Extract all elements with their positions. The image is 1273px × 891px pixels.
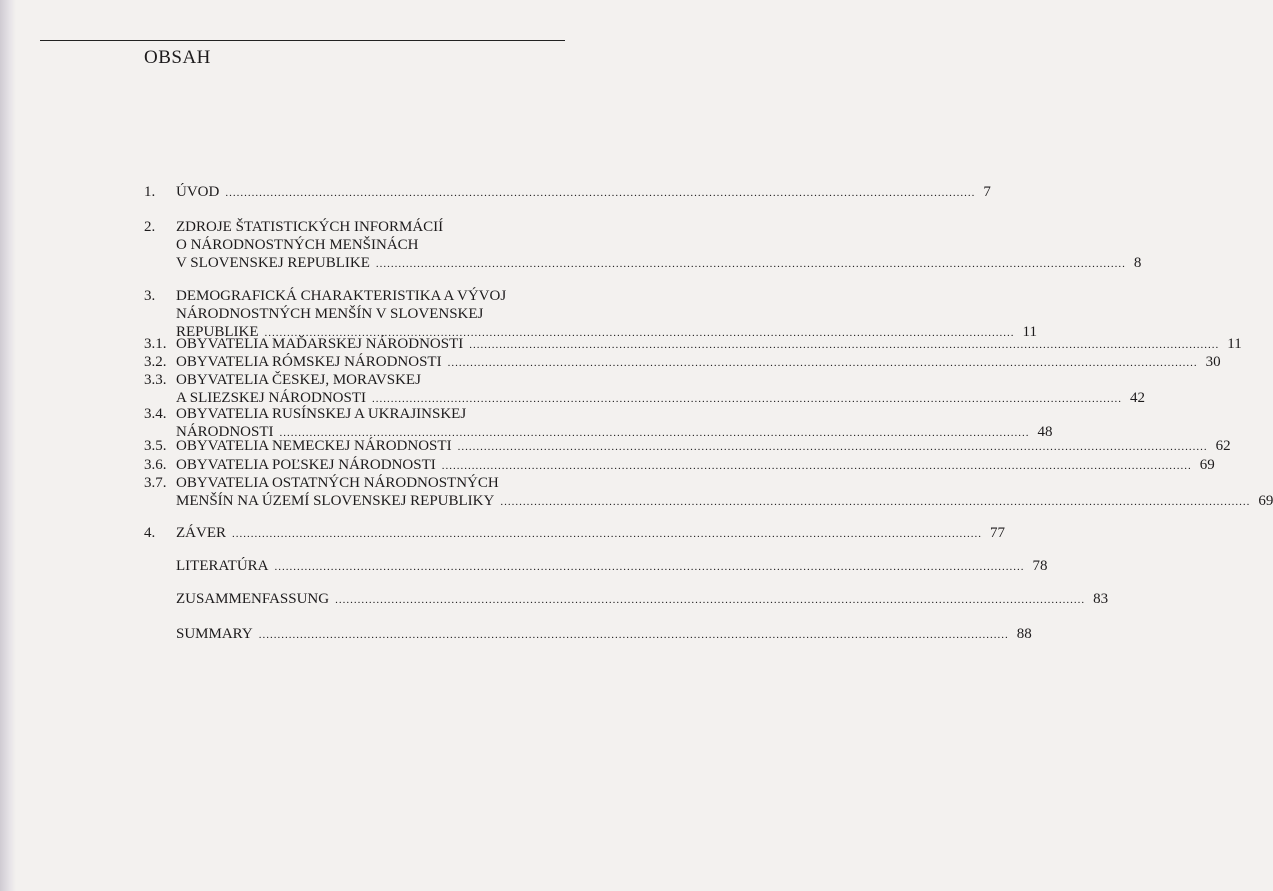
toc-page-number: 42: [1130, 390, 1146, 406]
toc-label: REPUBLIKE: [176, 324, 259, 340]
toc-line: [144, 305, 558, 323]
toc-line: [144, 474, 558, 492]
toc-number: 3.3.: [144, 372, 167, 388]
toc-line: [144, 456, 1215, 474]
toc-page-number: 11: [1022, 324, 1037, 340]
toc-label: NÁRODNOSTI: [176, 424, 274, 440]
toc-label: SUMMARY: [176, 626, 253, 642]
toc-entry: [144, 287, 1037, 341]
toc-dot-leader: ........................................................................................................................................................................................................: [500, 496, 1251, 508]
toc-dot-leader: ........................................................................................................................................................................................................: [225, 187, 976, 199]
toc-leader-line: [176, 557, 1048, 576]
toc-page-number: 11: [1227, 336, 1242, 352]
toc-leader-line: [176, 437, 1231, 456]
toc-label: OBYVATELIA RUSÍNSKEJ A UKRAJINSKEJ: [176, 406, 467, 422]
toc-leader-line: [176, 625, 1032, 644]
toc-line: [144, 287, 558, 305]
header-rule: [40, 40, 565, 41]
toc-leader-line: [176, 183, 991, 202]
toc-label: OBYVATELIA MAĎARSKEJ NÁRODNOSTI: [176, 336, 464, 352]
toc-entry: [144, 335, 1242, 353]
toc-leader-line: [176, 590, 1109, 609]
toc-label: A SLIEZSKEJ NÁRODNOSTI: [176, 390, 367, 406]
toc-entry: [144, 557, 1048, 575]
toc-page-number: 8: [1133, 255, 1142, 271]
toc-page-number: 69: [1258, 493, 1273, 509]
toc-line: [144, 492, 1273, 510]
toc-number: 3.4.: [144, 406, 167, 422]
toc-number: 3.1.: [144, 336, 167, 352]
toc-number: 3.5.: [144, 438, 167, 454]
toc-label: O NÁRODNOSTNÝCH MENŠINÁCH: [176, 237, 419, 253]
toc-page-number: 83: [1093, 591, 1109, 607]
toc-page-number: 88: [1016, 626, 1032, 642]
toc-dot-leader: ........................................................................................................................................................................................................: [232, 528, 982, 540]
toc-leader-line: [176, 353, 1221, 372]
toc-dot-leader: ........................................................................................................................................................................................................: [457, 441, 1208, 453]
toc-number: 1.: [144, 184, 156, 200]
toc-entry: [144, 590, 1109, 608]
toc-label: OBYVATELIA OSTATNÝCH NÁRODNOSTNÝCH: [176, 475, 499, 491]
toc-label: MENŠÍN NA ÚZEMÍ SLOVENSKEJ REPUBLIKY: [176, 493, 495, 509]
toc-dot-leader: ........................................................................................................................................................................................................: [375, 258, 1126, 270]
toc-leader-line: [176, 254, 1142, 273]
toc-label: LITERATÚRA: [176, 558, 269, 574]
toc-dot-leader: ........................................................................................................................................................................................................: [258, 629, 1009, 641]
toc-entry: [144, 456, 1215, 474]
toc-line: [144, 236, 558, 254]
toc-line: [144, 524, 1005, 542]
toc-entry: [144, 183, 991, 201]
toc-dot-leader: ........................................................................................................................................................................................................: [274, 561, 1025, 573]
page-title: OBSAH: [144, 47, 211, 68]
toc-line: [144, 405, 558, 423]
toc-entry: [144, 353, 1221, 371]
toc-leader-line: [176, 492, 1273, 511]
toc-label: OBYVATELIA POĽSKEJ NÁRODNOSTI: [176, 457, 436, 473]
toc-page-number: 78: [1032, 558, 1048, 574]
toc-leader-line: [176, 456, 1215, 475]
toc-label: ZDROJE ŠTATISTICKÝCH INFORMÁCIÍ: [176, 219, 444, 235]
toc-dot-leader: ........................................................................................................................................................................................................: [335, 594, 1086, 606]
toc-dot-leader: ........................................................................................................................................................................................................: [372, 393, 1123, 405]
toc-line: [144, 437, 1231, 455]
toc-dot-leader: ........................................................................................................................................................................................................: [279, 427, 1030, 439]
toc-entry: [144, 437, 1231, 455]
toc-page-number: 69: [1199, 457, 1215, 473]
toc-line: [144, 557, 1048, 575]
toc-label: ZÁVER: [176, 525, 226, 541]
toc-leader-line: [176, 524, 1005, 543]
toc-label: ZUSAMMENFASSUNG: [176, 591, 330, 607]
toc-label: ÚVOD: [176, 184, 220, 200]
toc-leader-line: [176, 335, 1242, 354]
toc-entry: [144, 474, 1273, 510]
toc-line: [144, 183, 991, 201]
toc-label: DEMOGRAFICKÁ CHARAKTERISTIKA A VÝVOJ: [176, 288, 507, 304]
toc-entry: [144, 524, 1005, 542]
toc-dot-leader: ........................................................................................................................................................................................................: [441, 460, 1192, 472]
toc-number: 3.2.: [144, 354, 167, 370]
toc-line: [144, 625, 1032, 643]
toc-dot-leader: ........................................................................................................................................................................................................: [264, 327, 1015, 339]
toc-entry: [144, 218, 1142, 272]
toc-dot-leader: ........................................................................................................................................................................................................: [447, 357, 1198, 369]
toc-number: 2.: [144, 219, 156, 235]
toc-dot-leader: ........................................................................................................................................................................................................: [469, 339, 1220, 351]
toc-entry: [144, 405, 1053, 441]
toc-label: OBYVATELIA ČESKEJ, MORAVSKEJ: [176, 372, 421, 388]
toc-label: OBYVATELIA NEMECKEJ NÁRODNOSTI: [176, 438, 452, 454]
toc-label: V SLOVENSKEJ REPUBLIKE: [176, 255, 370, 271]
toc-line: [144, 335, 1242, 353]
toc-number: 3.6.: [144, 457, 167, 473]
toc-number: 3.7.: [144, 475, 167, 491]
toc-line: [144, 218, 558, 236]
toc-page-number: 62: [1215, 438, 1231, 454]
toc-page-number: 48: [1037, 424, 1053, 440]
toc-line: [144, 254, 1142, 272]
toc-page-number: 77: [990, 525, 1005, 541]
toc-number: 4.: [144, 525, 156, 541]
page-edge-shadow: [0, 0, 16, 891]
toc-page-number: 30: [1205, 354, 1221, 370]
toc-entry: [144, 625, 1032, 643]
toc-entry: [144, 371, 1146, 407]
toc-line: [144, 371, 558, 389]
toc-label: OBYVATELIA RÓMSKEJ NÁRODNOSTI: [176, 354, 442, 370]
toc-label: NÁRODNOSTNÝCH MENŠÍN V SLOVENSKEJ: [176, 306, 484, 322]
toc-page-number: 7: [983, 184, 991, 200]
toc-line: [144, 353, 1221, 371]
toc-line: [144, 590, 1109, 608]
toc-number: 3.: [144, 288, 156, 304]
